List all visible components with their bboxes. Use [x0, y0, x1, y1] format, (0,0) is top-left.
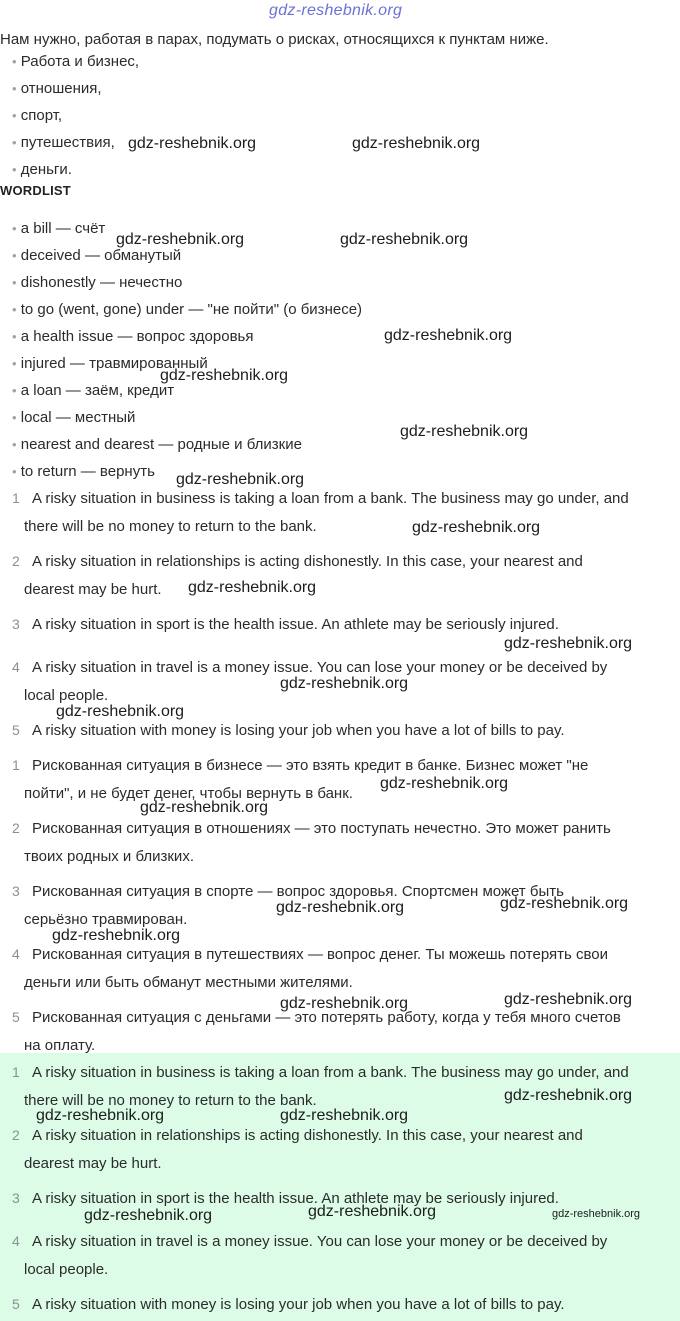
- watermark: gdz-reshebnik.org: [176, 471, 305, 488]
- list-item: • a bill — счёт: [12, 220, 106, 237]
- list-item: • deceived — обманутый: [12, 247, 182, 264]
- watermark: gdz-reshebnik.org: [504, 991, 633, 1008]
- answer-line: пойти", и не будет денег, чтобы вернуть в банк.: [24, 785, 353, 802]
- list-item: • a loan — заём, кредит: [12, 382, 175, 399]
- list-item: • отношения,: [12, 80, 102, 97]
- watermark: gdz-reshebnik.org: [352, 135, 481, 152]
- answer-line: Рискованная ситуация с деньгами — это потерять работу, когда у тебя много счетов: [32, 1009, 621, 1026]
- answer-line: A risky situation with money is losing your job when you have a lot of bills to pay.: [32, 722, 565, 739]
- answer-line: Рискованная ситуация в спорте — вопрос здоровья. Спортсмен может быть: [32, 883, 564, 900]
- watermark: gdz-reshebnik.org: [552, 1208, 641, 1220]
- list-item: • injured — травмированный: [12, 355, 208, 372]
- watermark: gdz-reshebnik.org: [116, 231, 245, 248]
- answer-number: 1: [12, 490, 20, 506]
- answer-line: Рискованная ситуация в путешествиях — вопрос денег. Ты можешь потерять свои: [32, 946, 608, 963]
- wordlist-heading: WORDLIST: [0, 183, 71, 198]
- list-item: • nearest and dearest — родные и близкие: [12, 436, 302, 453]
- answer-line: A risky situation in business is taking a loan from a bank. The business may go under, and: [32, 1064, 629, 1081]
- answer-line: local people.: [24, 1261, 109, 1278]
- answer-number: 3: [12, 616, 20, 632]
- watermark: gdz-reshebnik.org: [280, 1107, 409, 1124]
- watermark: gdz-reshebnik.org: [308, 1203, 437, 1220]
- answer-number: 3: [12, 1190, 20, 1206]
- answer-line: dearest may be hurt.: [24, 581, 162, 598]
- answer-number: 1: [12, 757, 20, 773]
- answer-line: A risky situation in relationships is acting dishonestly. In this case, your nearest and: [32, 1127, 583, 1144]
- answer-number: 5: [12, 722, 20, 738]
- list-item: • спорт,: [12, 107, 63, 124]
- watermark: gdz-reshebnik.org: [140, 799, 269, 816]
- list-item: • to return — вернуть: [12, 463, 155, 480]
- watermark: gdz-reshebnik.org: [160, 367, 289, 384]
- answer-line: A risky situation in travel is a money issue. You can lose your money or be deceived by: [32, 659, 608, 676]
- watermark: gdz-reshebnik.org: [52, 927, 181, 944]
- answer-number: 4: [12, 1233, 20, 1249]
- answer-line: A risky situation in sport is the health issue. An athlete may be seriously injured.: [32, 616, 559, 633]
- watermark: gdz-reshebnik.org: [384, 327, 513, 344]
- answer-number: 4: [12, 946, 20, 962]
- watermark: gdz-reshebnik.org: [188, 579, 317, 596]
- watermark: gdz-reshebnik.org: [280, 675, 409, 692]
- answer-number: 5: [12, 1009, 20, 1025]
- answer-number: 2: [12, 553, 20, 569]
- answer-line: A risky situation in sport is the health issue. An athlete may be seriously injured.: [32, 1190, 559, 1207]
- watermark: gdz-reshebnik.org: [36, 1107, 165, 1124]
- answer-line: твоих родных и близких.: [24, 848, 194, 865]
- intro-text: Нам нужно, работая в парах, подумать о рисках, относящихся к пунктам ниже.: [0, 31, 549, 48]
- answer-number: 2: [12, 820, 20, 836]
- watermark: gdz-reshebnik.org: [84, 1207, 213, 1224]
- answer-number: 2: [12, 1127, 20, 1143]
- watermark: gdz-reshebnik.org: [500, 895, 629, 912]
- answer-line: Рискованная ситуация в отношениях — это поступать нечестно. Это может ранить: [32, 820, 611, 837]
- list-item: • путешествия,: [12, 134, 115, 151]
- answer-line: A risky situation in travel is a money issue. You can lose your money or be deceived by: [32, 1233, 608, 1250]
- answer-number: 4: [12, 659, 20, 675]
- answer-number: 1: [12, 1064, 20, 1080]
- watermark: gdz-reshebnik.org: [400, 423, 529, 440]
- answer-line: A risky situation in relationships is acting dishonestly. In this case, your nearest and: [32, 553, 583, 570]
- list-item: • local — местный: [12, 409, 136, 426]
- list-item: • a health issue — вопрос здоровья: [12, 328, 254, 345]
- answer-line: local people.: [24, 687, 109, 704]
- header-watermark: gdz-reshebnik.org: [269, 2, 403, 19]
- answer-line: there will be no money to return to the bank.: [24, 1092, 317, 1109]
- answer-line: A risky situation in business is taking a loan from a bank. The business may go under, and: [32, 490, 629, 507]
- watermark: gdz-reshebnik.org: [504, 635, 633, 652]
- watermark: gdz-reshebnik.org: [128, 135, 257, 152]
- watermark: gdz-reshebnik.org: [340, 231, 469, 248]
- answer-line: серьёзно травмирован.: [24, 911, 188, 928]
- answer-number: 3: [12, 883, 20, 899]
- watermark: gdz-reshebnik.org: [380, 775, 509, 792]
- answer-line: there will be no money to return to the bank.: [24, 518, 317, 535]
- watermark: gdz-reshebnik.org: [280, 995, 409, 1012]
- watermark: gdz-reshebnik.org: [276, 899, 405, 916]
- answer-number: 5: [12, 1296, 20, 1312]
- list-item: • to go (went, gone) under — "не пойти" (о бизнесе): [12, 301, 363, 318]
- answer-line: A risky situation with money is losing your job when you have a lot of bills to pay.: [32, 1296, 565, 1313]
- watermark: gdz-reshebnik.org: [56, 703, 185, 720]
- list-item: • деньги.: [12, 161, 72, 178]
- list-item: • dishonestly — нечестно: [12, 274, 183, 291]
- list-item: • Работа и бизнес,: [12, 53, 140, 70]
- watermark: gdz-reshebnik.org: [504, 1087, 633, 1104]
- answer-line: Рискованная ситуация в бизнесе — это взять кредит в банке. Бизнес может "не: [32, 757, 589, 774]
- answer-line: на оплату.: [24, 1037, 96, 1054]
- answer-line: деньги или быть обманут местными жителями.: [24, 974, 353, 991]
- watermark: gdz-reshebnik.org: [412, 519, 541, 536]
- answer-line: dearest may be hurt.: [24, 1155, 162, 1172]
